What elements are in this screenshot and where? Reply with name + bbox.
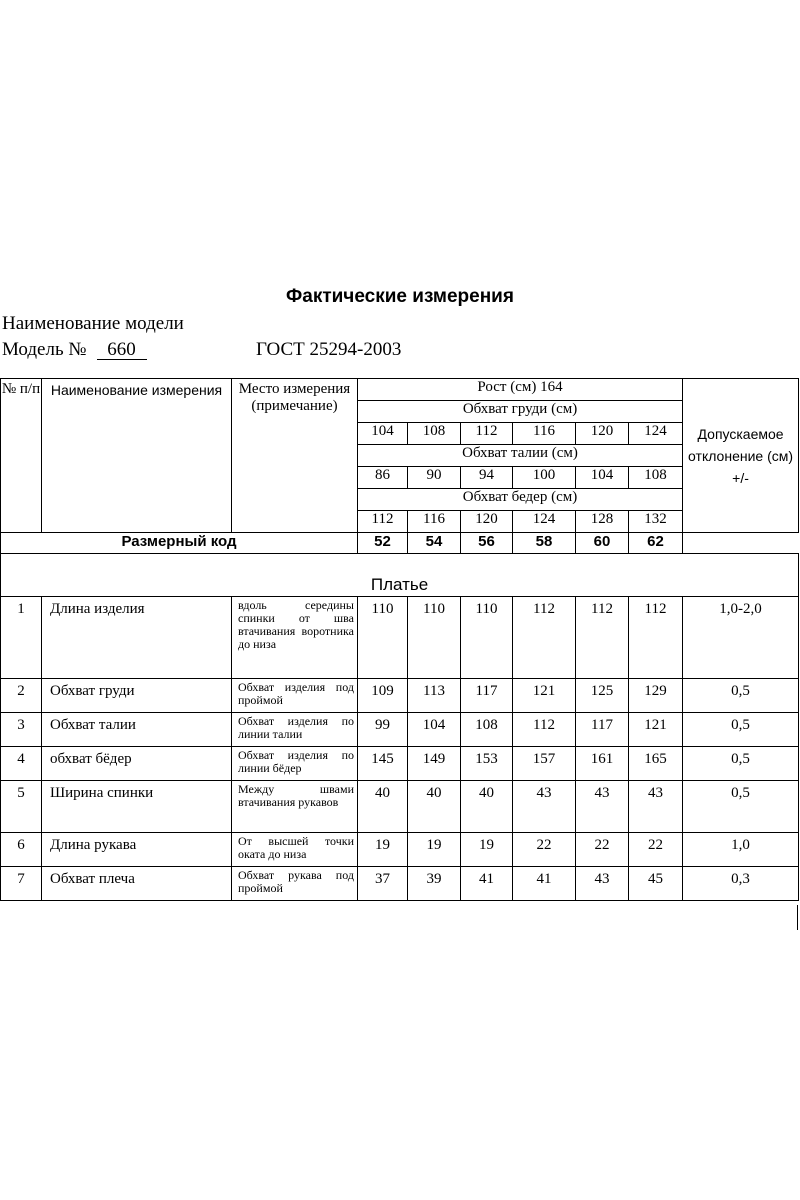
row-size-value: 43	[513, 781, 576, 833]
row-size-value: 19	[408, 833, 461, 867]
waist-value: 108	[629, 467, 683, 489]
row-measurement-name: Длина изделия	[42, 597, 232, 679]
row-size-value: 40	[408, 781, 461, 833]
waist-value: 90	[408, 467, 461, 489]
row-measurement-place: Обхват изделия по линии бёдер	[232, 747, 358, 781]
hips-value: 132	[629, 511, 683, 533]
gost-standard: ГОСТ 25294-2003	[256, 339, 402, 360]
row-measurement-name: Обхват плеча	[42, 867, 232, 901]
spacer-cell	[1, 554, 799, 577]
row-size-value: 113	[408, 679, 461, 713]
section-row	[1, 576, 799, 597]
row-measurement-name: Ширина спинки	[42, 781, 232, 833]
row-size-value: 110	[461, 597, 513, 679]
chest-value: 124	[629, 423, 683, 445]
header-chest-label: Обхват груди (см)	[358, 401, 683, 423]
row-tolerance: 0,5	[683, 713, 799, 747]
row-measurement-place: Обхват изделия по линии талии	[232, 713, 358, 747]
size-code-row	[1, 533, 799, 554]
header-waist-label: Обхват талии (см)	[358, 445, 683, 467]
row-number: 7	[1, 867, 42, 901]
row-tolerance: 0,3	[683, 867, 799, 901]
row-measurement-place: Обхват рукава под проймой	[232, 867, 358, 901]
row-measurement-place: вдоль середины спинки от шва втачивания воротника до низа	[232, 597, 358, 679]
row-size-value: 112	[513, 597, 576, 679]
measurement-row	[1, 597, 799, 679]
row-size-value: 39	[408, 867, 461, 901]
measurement-row	[1, 833, 799, 867]
row-number: 2	[1, 679, 42, 713]
chest-value: 104	[358, 423, 408, 445]
measurement-row	[1, 713, 799, 747]
waist-value: 94	[461, 467, 513, 489]
row-size-value: 41	[513, 867, 576, 901]
row-size-value: 104	[408, 713, 461, 747]
waist-value: 86	[358, 467, 408, 489]
section-title: Платье	[1, 576, 799, 597]
model-number: 660	[97, 340, 147, 360]
row-size-value: 121	[513, 679, 576, 713]
row-size-value: 149	[408, 747, 461, 781]
row-size-value: 112	[513, 713, 576, 747]
hips-value: 116	[408, 511, 461, 533]
size-code-value: 58	[513, 533, 576, 554]
chest-value: 120	[576, 423, 629, 445]
row-size-value: 99	[358, 713, 408, 747]
row-size-value: 45	[629, 867, 683, 901]
row-size-value: 153	[461, 747, 513, 781]
row-size-value: 22	[513, 833, 576, 867]
row-size-value: 22	[576, 833, 629, 867]
row-number: 4	[1, 747, 42, 781]
row-size-value: 129	[629, 679, 683, 713]
model-name-label: Наименование модели	[2, 313, 184, 334]
row-size-value: 117	[576, 713, 629, 747]
header-height: Рост (см) 164	[358, 379, 683, 401]
size-code-value: 60	[576, 533, 629, 554]
row-measurement-place: Обхват изделия под проймой	[232, 679, 358, 713]
size-code-value: 56	[461, 533, 513, 554]
hips-value: 112	[358, 511, 408, 533]
waist-value: 100	[513, 467, 576, 489]
row-tolerance: 0,5	[683, 679, 799, 713]
row-size-value: 112	[576, 597, 629, 679]
row-number: 6	[1, 833, 42, 867]
waist-value: 104	[576, 467, 629, 489]
measurement-row	[1, 747, 799, 781]
size-code-value: 52	[358, 533, 408, 554]
row-size-value: 109	[358, 679, 408, 713]
size-code-value: 62	[629, 533, 683, 554]
row-number: 1	[1, 597, 42, 679]
row-size-value: 145	[358, 747, 408, 781]
row-size-value: 110	[358, 597, 408, 679]
row-size-value: 121	[629, 713, 683, 747]
measurement-row	[1, 781, 799, 833]
row-size-value: 19	[358, 833, 408, 867]
chest-value: 112	[461, 423, 513, 445]
row-measurement-name: обхват бёдер	[42, 747, 232, 781]
row-size-value: 43	[576, 781, 629, 833]
size-code-label: Размерный код	[1, 533, 358, 554]
row-measurement-name: Обхват груди	[42, 679, 232, 713]
row-size-value: 108	[461, 713, 513, 747]
hips-value: 124	[513, 511, 576, 533]
measurement-row	[1, 679, 799, 713]
size-code-value: 54	[408, 533, 461, 554]
row-tolerance: 1,0	[683, 833, 799, 867]
row-measurement-name: Обхват талии	[42, 713, 232, 747]
row-size-value: 41	[461, 867, 513, 901]
row-size-value: 125	[576, 679, 629, 713]
spacer-row	[1, 554, 799, 577]
header-tolerance: Допускаемое отклонение (см) +/-	[683, 379, 799, 533]
row-size-value: 43	[629, 781, 683, 833]
measurements-table	[0, 378, 799, 901]
row-number: 3	[1, 713, 42, 747]
hips-value: 120	[461, 511, 513, 533]
header-measurement-name: Наименование измерения	[42, 379, 232, 533]
row-size-value: 22	[629, 833, 683, 867]
row-size-value: 112	[629, 597, 683, 679]
row-measurement-place: От высшей точки оката до низа	[232, 833, 358, 867]
row-size-value: 165	[629, 747, 683, 781]
row-tolerance: 0,5	[683, 781, 799, 833]
row-size-value: 40	[461, 781, 513, 833]
row-size-value: 40	[358, 781, 408, 833]
row-measurement-place: Между швами втачивания рукавов	[232, 781, 358, 833]
measurement-row	[1, 867, 799, 901]
row-size-value: 19	[461, 833, 513, 867]
row-size-value: 37	[358, 867, 408, 901]
model-number-line	[2, 339, 147, 361]
table-edge-line	[797, 905, 798, 930]
row-measurement-name: Длина рукава	[42, 833, 232, 867]
header-measurement-place: Место измерения (примечание)	[232, 379, 358, 533]
row-number: 5	[1, 781, 42, 833]
row-tolerance: 1,0-2,0	[683, 597, 799, 679]
header-number: № п/п	[1, 379, 42, 533]
page-title: Фактические измерения	[286, 286, 514, 307]
row-size-value: 43	[576, 867, 629, 901]
row-tolerance: 0,5	[683, 747, 799, 781]
row-size-value: 161	[576, 747, 629, 781]
row-size-value: 110	[408, 597, 461, 679]
hips-value: 128	[576, 511, 629, 533]
chest-value: 108	[408, 423, 461, 445]
row-size-value: 157	[513, 747, 576, 781]
row-size-value: 117	[461, 679, 513, 713]
table-body	[1, 379, 799, 901]
chest-value: 116	[513, 423, 576, 445]
header-hips-label: Обхват бедер (см)	[358, 489, 683, 511]
model-number-label: Модель №	[2, 339, 87, 360]
